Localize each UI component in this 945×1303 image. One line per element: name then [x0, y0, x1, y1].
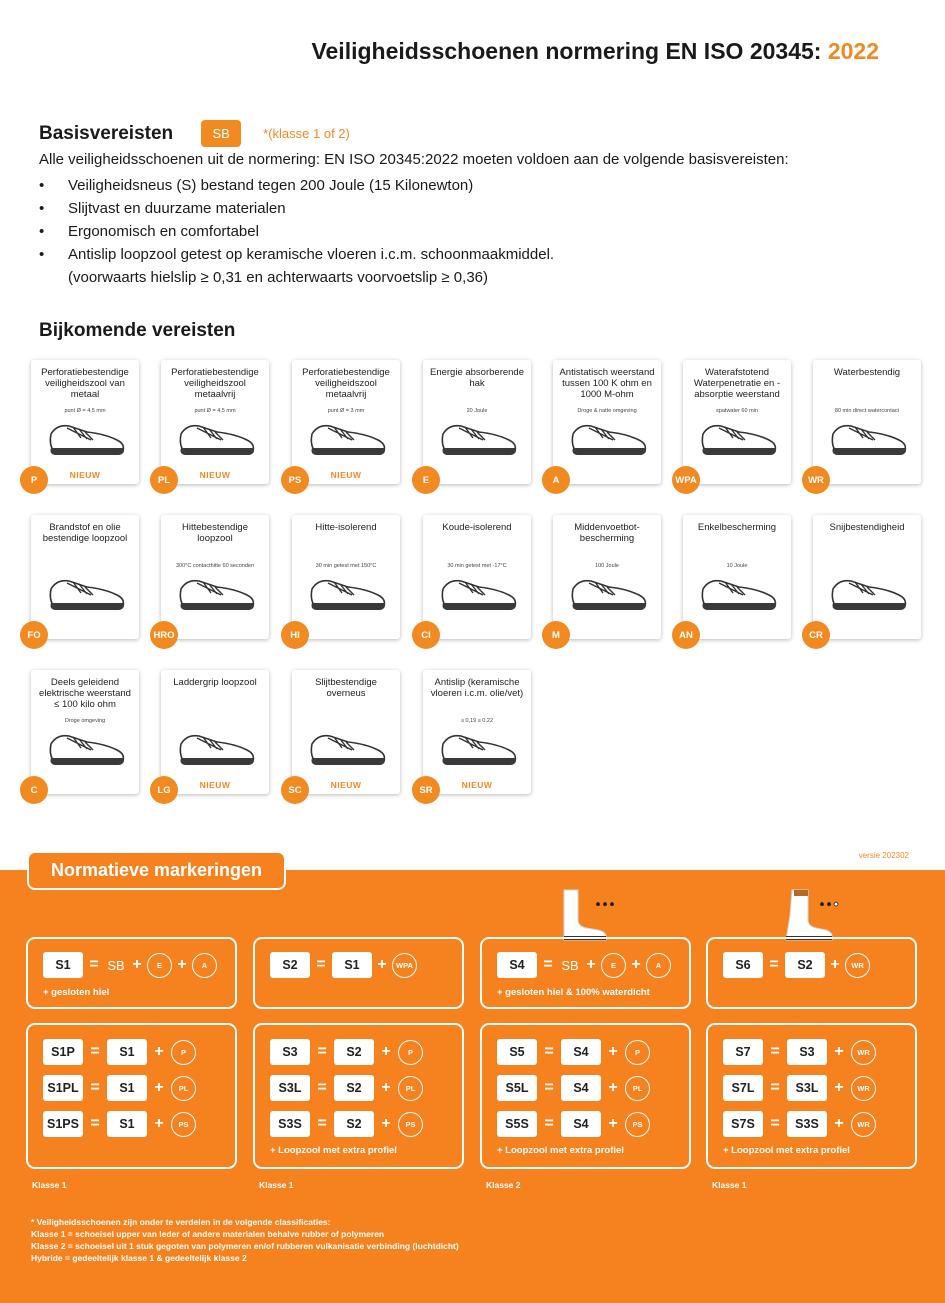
- sb-badge: SB: [201, 120, 241, 147]
- card-title: Waterafstotend Waterpenetratie en -absorptie weerstand: [693, 367, 781, 400]
- thermometer-icon: [177, 575, 257, 615]
- marking-row-s5l: [497, 1075, 650, 1101]
- requirement-code-badge: M: [542, 621, 570, 649]
- sun-thermometer-icon: [308, 575, 388, 615]
- marking-row-s5: [497, 1039, 650, 1065]
- marking-label: S2: [270, 952, 310, 978]
- requirement-circle-icon: P: [398, 1040, 423, 1065]
- marking-base: S3L: [787, 1075, 827, 1101]
- requirement-circle-icon: PL: [171, 1076, 196, 1101]
- marking-row: [723, 952, 870, 978]
- bullet-dot: •: [39, 223, 45, 240]
- spring-icon: [439, 420, 519, 460]
- basis-intro: Alle veiligheidsschoenen uit de normering: EN ISO 20345:2022 moeten voldoen aan de volgende basisvereisten:: [39, 151, 789, 168]
- oil-icon: [47, 575, 127, 615]
- lightning-icon: [569, 420, 649, 460]
- bullet-text: Veiligheidsneus (S) bestand tegen 200 Joule (15 Kilonewton): [68, 177, 474, 194]
- equals-sign: =: [90, 1043, 100, 1060]
- bullet-dot: •: [39, 200, 45, 217]
- bullet-item: [39, 220, 554, 243]
- equals-sign: =: [317, 1115, 327, 1132]
- marking-label: S1P: [43, 1039, 83, 1065]
- footnote-line: Klasse 2 = schoeisel uit 1 stuk gegoten van polymeren en/of rubberen vulkanisatie verbinding (luchtdicht): [31, 1241, 459, 1251]
- card-subtitle: punt Ø = 4,5 mm: [194, 408, 236, 414]
- card-subtitle: 80 min direct watercontact: [834, 408, 900, 414]
- nail-icon: [47, 420, 127, 460]
- equals-sign: =: [544, 1079, 554, 1096]
- marking-row-s5s: [497, 1111, 650, 1137]
- card-subtitle: 300°C contacthitte 60 seconden: [175, 563, 255, 569]
- plus-sign: +: [154, 1115, 164, 1132]
- requirement-code-badge: SR: [412, 776, 440, 804]
- requirement-circle-icon: A: [646, 953, 671, 978]
- equals-sign: =: [544, 1043, 554, 1060]
- klasse-label: Klasse 1: [32, 1180, 67, 1190]
- marking-box-s2: [253, 937, 464, 1009]
- plus-sign: +: [834, 1079, 844, 1096]
- requirement-circle-icon: E: [147, 953, 172, 978]
- marking-base: S3S: [787, 1111, 827, 1137]
- basis-heading: Basisvereisten: [39, 122, 174, 144]
- marking-label: S6: [723, 952, 763, 978]
- marking-label: S7: [723, 1039, 763, 1065]
- marking-label: S7S: [723, 1111, 763, 1137]
- card-subtitle: 10 Joule: [726, 563, 748, 569]
- marking-row: [497, 952, 671, 978]
- marking-group-box: [26, 1023, 237, 1169]
- requirement-code-badge: CI: [412, 621, 440, 649]
- normatieve-heading: Normatieve markeringen: [27, 851, 286, 890]
- marking-base: S4: [561, 1039, 601, 1065]
- bullet-text: Ergonomisch en comfortabel: [68, 223, 259, 240]
- requirement-card-fo: [27, 515, 139, 641]
- marking-label: S3L: [270, 1075, 310, 1101]
- marking-base: S2: [334, 1039, 374, 1065]
- equals-sign: =: [90, 1115, 100, 1132]
- plus-sign: +: [132, 956, 142, 973]
- requirement-card-wr: [808, 360, 921, 486]
- plus-sign: +: [381, 1115, 391, 1132]
- marking-base: S2: [334, 1111, 374, 1137]
- requirement-circle-icon: PS: [398, 1112, 423, 1137]
- nieuw-label: NIEUW: [330, 470, 362, 480]
- bijkomende-heading: Bijkomende vereisten: [39, 320, 236, 341]
- bullet-item: [39, 243, 554, 289]
- nieuw-label: NIEUW: [69, 470, 101, 480]
- title-year: 2022: [827, 38, 879, 64]
- nail-icon: [308, 420, 388, 460]
- title-main: Veiligheidsschoenen normering EN ISO 20345:: [311, 38, 828, 64]
- card-title: Perforatiebestendige veiligheidszool metaalvrij: [302, 367, 390, 400]
- requirement-code-badge: PL: [150, 466, 178, 494]
- requirement-card-hi: [292, 515, 400, 639]
- requirement-code-badge: SC: [281, 776, 309, 804]
- versie-label: versie 202302: [858, 851, 909, 860]
- drops-icon: [829, 420, 909, 460]
- card-title: Laddergrip loopzool: [173, 677, 257, 688]
- card-title: Perforatiebestendige veiligheidszool metaalvrij: [171, 367, 259, 400]
- card-title: Snijbestendigheid: [829, 522, 905, 533]
- marking-base: S1: [332, 952, 372, 978]
- equals-sign: =: [90, 1079, 100, 1096]
- marking-row-s3s: [270, 1111, 423, 1137]
- marking-note: + gesloten hiel: [43, 987, 110, 998]
- card-subtitle: spatwater 60 min: [716, 408, 758, 414]
- lightning-icon: [47, 730, 127, 770]
- equals-sign: =: [543, 956, 553, 973]
- snow-thermometer-icon: [439, 575, 519, 615]
- basis-bullets: [39, 174, 554, 289]
- requirement-circle-icon: WR: [851, 1112, 876, 1137]
- requirement-card-m: [553, 515, 661, 639]
- marking-base: S3: [787, 1039, 827, 1065]
- card-subtitle: Droge omgeving: [64, 718, 106, 724]
- marking-row-s7s: [723, 1111, 876, 1137]
- equals-sign: =: [316, 956, 326, 973]
- marking-row-s1pl: [43, 1075, 196, 1101]
- requirement-code-badge: CR: [802, 621, 830, 649]
- card-subtitle: ≥ 0,19 ≥ 0,22: [460, 718, 494, 724]
- marking-box-s6: [706, 937, 917, 1009]
- marking-base: S1: [107, 1111, 147, 1137]
- requirement-circle-icon: WR: [851, 1040, 876, 1065]
- bullet-item: [39, 197, 554, 220]
- plus-sign: +: [608, 1115, 618, 1132]
- plus-sign: +: [154, 1079, 164, 1096]
- nail-icon: [177, 420, 257, 460]
- card-title: Deels geleidend elektrische weerstand ≤ 100 kilo ohm: [39, 677, 131, 710]
- requirement-circle-icon: P: [625, 1040, 650, 1065]
- requirement-card-cr: [809, 515, 921, 641]
- marking-group-box: [253, 1023, 464, 1169]
- marking-row-s7l: [723, 1075, 876, 1101]
- requirement-code-badge: HI: [281, 621, 309, 649]
- marking-base: S2: [785, 952, 825, 978]
- marking-row: [270, 952, 417, 978]
- klasse-label: Klasse 1: [259, 1180, 294, 1190]
- requirement-card-hro: [153, 515, 269, 641]
- card-subtitle: 20 Joule: [466, 408, 488, 414]
- card-title: Enkelbescherming: [697, 522, 777, 533]
- requirement-circle-icon: WR: [845, 953, 870, 978]
- marking-label: S1PL: [43, 1075, 83, 1101]
- ladder-icon: [177, 730, 257, 770]
- marking-label: S4: [497, 952, 537, 978]
- plus-sign: +: [830, 956, 840, 973]
- plus-sign: +: [631, 956, 641, 973]
- requirement-circle-icon: WR: [851, 1076, 876, 1101]
- marking-label: S7L: [723, 1075, 763, 1101]
- marking-label: S1: [43, 952, 83, 978]
- klasse-label: Klasse 1: [712, 1180, 747, 1190]
- requirement-circle-icon: PL: [398, 1076, 423, 1101]
- card-title: Waterbestendig: [833, 367, 901, 378]
- plus-sign: +: [608, 1043, 618, 1060]
- requirement-code-badge: WPA: [672, 466, 700, 494]
- equals-sign: =: [770, 1043, 780, 1060]
- marking-row-s1p: [43, 1039, 196, 1065]
- footnote-line: Hybride = gedeeltelijk klasse 1 & gedeeltelijk klasse 2: [31, 1253, 247, 1263]
- card-title: Energie absorberende hak: [429, 367, 524, 389]
- card-title: Middenvoetbot-bescherming: [574, 522, 640, 544]
- requirement-code-badge: FO: [20, 621, 48, 649]
- marking-label: S3S: [270, 1111, 310, 1137]
- equals-sign: =: [317, 1079, 327, 1096]
- requirement-code-badge: C: [20, 776, 48, 804]
- card-subtitle: 30 min getest met 150°C: [315, 563, 377, 569]
- requirement-card-a: [553, 360, 661, 484]
- nieuw-label: NIEUW: [330, 780, 362, 790]
- card-title: Antislip (keramische vloeren i.c.m. olie/vet): [430, 677, 524, 699]
- requirement-circle-icon: P: [171, 1040, 196, 1065]
- equals-sign: =: [317, 1043, 327, 1060]
- card-subtitle: punt Ø = 3 mm: [327, 408, 365, 414]
- marking-note: + gesloten hiel & 100% waterdicht: [497, 987, 650, 998]
- card-title: Antistatisch weerstand tussen 100 K ohm en 1000 M-ohm: [559, 367, 655, 400]
- requirement-card-e: [423, 360, 531, 484]
- boot-icon: [782, 886, 842, 942]
- drops-icon: [699, 420, 779, 460]
- requirement-code-badge: HRO: [150, 621, 178, 649]
- marking-box-s4: [480, 937, 691, 1009]
- marking-label: S5L: [497, 1075, 537, 1101]
- marking-note: + Loopzool met extra profiel: [497, 1145, 624, 1156]
- requirement-card-c: [31, 670, 139, 794]
- marking-note: + Loopzool met extra profiel: [723, 1145, 850, 1156]
- plus-sign: +: [381, 1043, 391, 1060]
- requirement-card-pl: [157, 360, 269, 486]
- bullet-dot: •: [39, 246, 45, 263]
- marking-base: S1: [107, 1039, 147, 1065]
- marking-group-box: [706, 1023, 917, 1169]
- plus-sign: +: [834, 1115, 844, 1132]
- marking-base: S4: [561, 1075, 601, 1101]
- marking-row-s3l: [270, 1075, 423, 1101]
- basis-heading-row: [39, 120, 350, 147]
- card-title: Slijtbestendige overneus: [315, 677, 377, 699]
- bullet-text: Antislip loopzool getest op keramische vloeren i.c.m. schoonmaakmiddel.: [68, 246, 555, 263]
- card-subtitle: 30 min getest met -17°C: [447, 563, 507, 569]
- marking-row: [43, 952, 217, 978]
- marking-row-s3: [270, 1039, 423, 1065]
- marking-box-s1: [26, 937, 237, 1009]
- equals-sign: =: [769, 956, 779, 973]
- requirement-card-ci: [423, 515, 531, 639]
- sb-text: SB: [107, 957, 125, 973]
- marking-row-s7: [723, 1039, 876, 1065]
- requirement-code-badge: WR: [802, 466, 830, 494]
- requirement-card-sr: [419, 670, 531, 796]
- bullet-text: Slijtvast en duurzame materialen: [68, 200, 286, 217]
- requirement-code-badge: A: [542, 466, 570, 494]
- bullet-dot: •: [39, 177, 45, 194]
- knife-icon: [829, 575, 909, 615]
- requirement-code-badge: E: [412, 466, 440, 494]
- page-title: [311, 38, 879, 65]
- requirement-card-wpa: [675, 360, 791, 486]
- requirement-card-sc: [288, 670, 400, 796]
- card-title: Brandstof en olie bestendige loopzool: [42, 522, 128, 544]
- requirement-circle-icon: PS: [625, 1112, 650, 1137]
- equals-sign: =: [770, 1115, 780, 1132]
- card-title: Hitte-isolerend: [315, 522, 377, 533]
- boot-icon: [556, 886, 616, 942]
- klasse-note: *(klasse 1 of 2): [263, 126, 350, 141]
- weight-icon: [569, 575, 649, 615]
- requirement-circle-icon: A: [192, 953, 217, 978]
- marking-base: S2: [334, 1075, 374, 1101]
- card-title: Hittebestendige loopzool: [181, 522, 249, 544]
- requirement-code-badge: P: [20, 466, 48, 494]
- footnote-line: Klasse 1 = schoeisel upper van leder of andere materialen behalve rubber of polymeren: [31, 1229, 385, 1239]
- marking-label: S5S: [497, 1111, 537, 1137]
- requirement-circle-icon: PS: [171, 1112, 196, 1137]
- sb-text: SB: [561, 957, 579, 973]
- scuff-icon: [308, 730, 388, 770]
- plus-sign: +: [377, 956, 387, 973]
- nieuw-label: NIEUW: [199, 780, 231, 790]
- card-title: Perforatiebestendige veiligheidszool van metaal: [41, 367, 129, 400]
- requirement-code-badge: LG: [150, 776, 178, 804]
- marking-label: S1PS: [43, 1111, 83, 1137]
- card-title: Koude-isolerend: [442, 522, 512, 533]
- marking-note: + Loopzool met extra profiel: [270, 1145, 397, 1156]
- card-subtitle: 100 Joule: [595, 563, 619, 569]
- arrows-icon: [439, 730, 519, 770]
- marking-row-s1ps: [43, 1111, 196, 1137]
- klasse-label: Klasse 2: [486, 1180, 521, 1190]
- nieuw-label: NIEUW: [461, 780, 493, 790]
- marking-label: S3: [270, 1039, 310, 1065]
- plus-sign: +: [154, 1043, 164, 1060]
- requirement-code-badge: AN: [672, 621, 700, 649]
- requirement-circle-icon: WPA: [392, 953, 417, 978]
- requirement-code-badge: PS: [281, 466, 309, 494]
- plus-sign: +: [177, 956, 187, 973]
- plus-sign: +: [586, 956, 596, 973]
- card-subtitle: punt Ø = 4,5 mm: [64, 408, 106, 414]
- requirement-card-lg: [157, 670, 269, 796]
- equals-sign: =: [544, 1115, 554, 1132]
- requirement-circle-icon: E: [601, 953, 626, 978]
- requirement-card-p: [31, 360, 139, 484]
- bullet-item: [39, 174, 554, 197]
- nieuw-label: NIEUW: [199, 470, 231, 480]
- marking-label: S5: [497, 1039, 537, 1065]
- requirement-circle-icon: PL: [625, 1076, 650, 1101]
- footnote-line: * Veiligheidsschoenen zijn onder te verdelen in de volgende classificaties:: [31, 1217, 331, 1227]
- marking-base: S4: [561, 1111, 601, 1137]
- marking-group-box: [480, 1023, 691, 1169]
- requirement-card-ps: [288, 360, 400, 486]
- footnote: [31, 1216, 459, 1264]
- bullet-extra: (voorwaarts hielslip ≥ 0,31 en achterwaarts voorvoetslip ≥ 0,36): [68, 269, 488, 286]
- ankle-icon: [699, 575, 779, 615]
- card-subtitle: Droge & natte omgeving: [577, 408, 637, 414]
- plus-sign: +: [608, 1079, 618, 1096]
- equals-sign: =: [89, 956, 99, 973]
- requirement-card-an: [679, 515, 791, 641]
- plus-sign: +: [834, 1043, 844, 1060]
- plus-sign: +: [381, 1079, 391, 1096]
- equals-sign: =: [770, 1079, 780, 1096]
- marking-base: S1: [107, 1075, 147, 1101]
